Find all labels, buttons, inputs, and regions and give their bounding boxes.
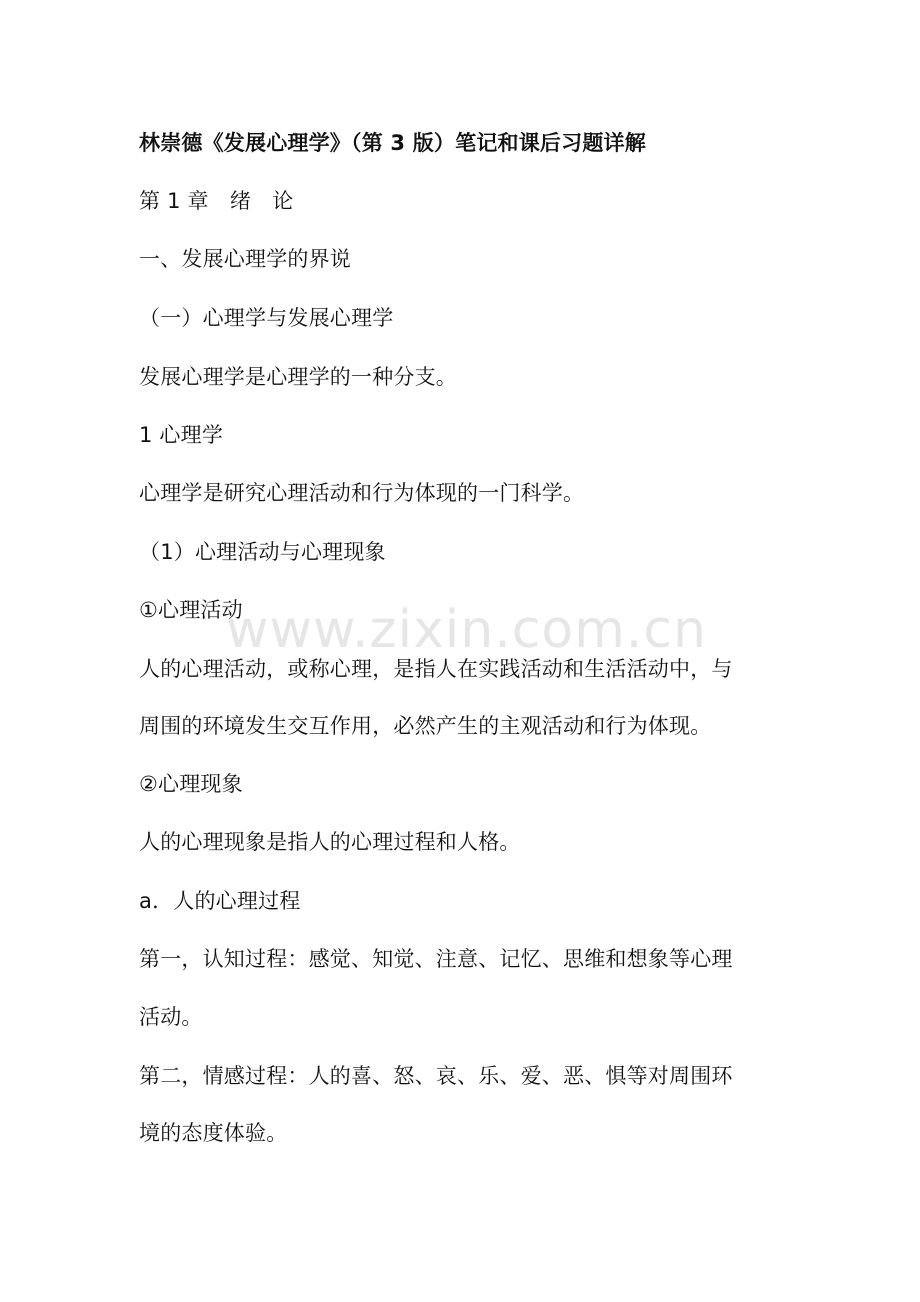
paragraph: 心理学是研究心理活动和行为体现的一门科学。 <box>139 481 585 505</box>
paragraph-line: 活动。 <box>139 1005 203 1029</box>
section-heading: 一、发展心理学的界说 <box>139 247 351 271</box>
paragraph: 发展心理学是心理学的一种分支。 <box>139 365 457 389</box>
chapter-heading: 第 1 章 绪 论 <box>139 189 294 213</box>
subsection-heading: （一）心理学与发展心理学 <box>139 306 394 330</box>
document-title: 林崇德《发展心理学》（第 3 版）笔记和课后习题详解 <box>139 131 646 155</box>
paragraph: 人的心理现象是指人的心理过程和人格。 <box>139 830 521 854</box>
numbered-heading: 1 心理学 <box>139 423 224 447</box>
circled-heading: ②心理现象 <box>139 772 243 796</box>
numbered-heading: （1）心理活动与心理现象 <box>139 540 386 564</box>
paragraph-line: 第一，认知过程：感觉、知觉、注意、记忆、思维和想象等心理 <box>139 947 733 971</box>
paragraph-line: 周围的环境发生交互作用，必然产生的主观活动和行为体现。 <box>139 714 712 738</box>
paragraph-line: 人的心理活动，或称心理，是指人在实践活动和生活活动中，与 <box>139 657 733 681</box>
paragraph-line: 第二，情感过程：人的喜、怒、哀、乐、爱、恶、惧等对周围环 <box>139 1064 733 1088</box>
paragraph-line: 境的态度体验。 <box>139 1121 288 1145</box>
lettered-heading: a．人的心理过程 <box>139 889 301 913</box>
circled-heading: ①心理活动 <box>139 598 243 622</box>
watermark: www.zixin.com.cn <box>226 600 707 660</box>
